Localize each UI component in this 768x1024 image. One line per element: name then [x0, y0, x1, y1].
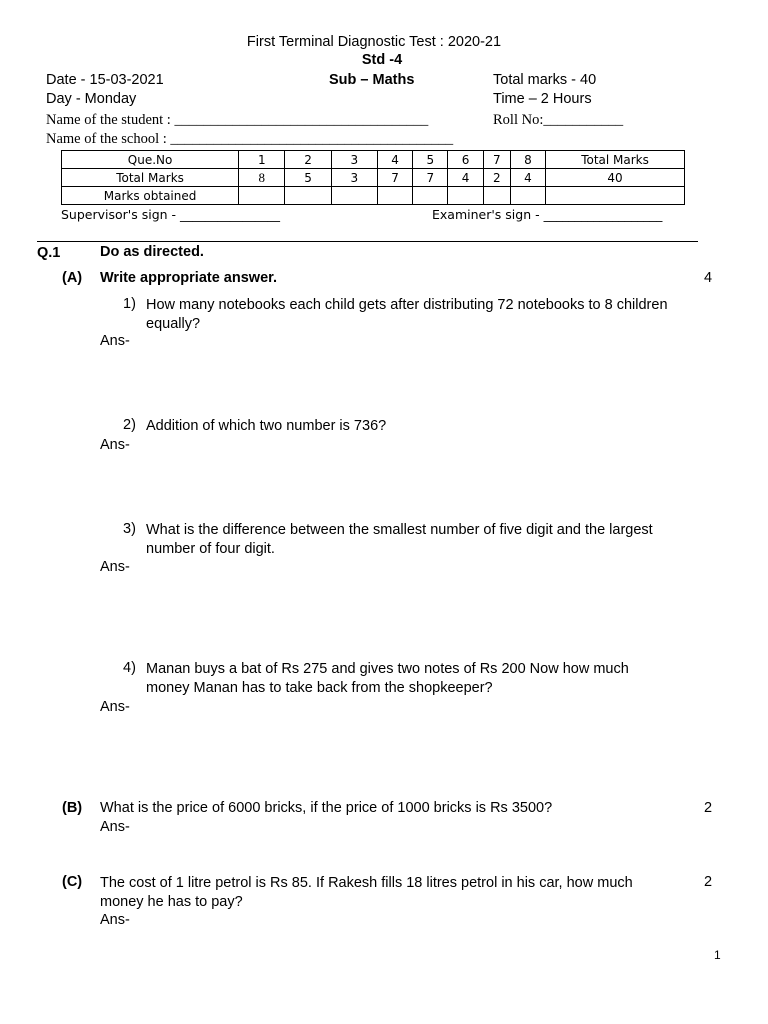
- row-label: Que.No: [62, 151, 239, 169]
- blank-cell: [546, 187, 685, 205]
- part-a-label: (A): [62, 270, 83, 286]
- total-value-cell: 40: [546, 169, 685, 187]
- row-label: Marks obtained: [62, 187, 239, 205]
- question-number-cell: 2: [285, 151, 331, 169]
- blank-cell: [483, 187, 510, 205]
- day-label: Day - Monday: [46, 91, 137, 107]
- question-text: Manan buys a bat of Rs 275 and gives two notes of Rs 200 Now how much money Manan has to take back from the shopkeeper?: [146, 661, 629, 696]
- table-row-question-numbers: [62, 151, 685, 169]
- marks-table: [61, 150, 685, 205]
- roll-no-field: Roll No:___________: [493, 112, 624, 128]
- date-label: Date - 15-03-2021: [46, 72, 164, 88]
- marks-cell: 7: [413, 169, 448, 187]
- test-title: First Terminal Diagnostic Test : 2020-21: [246, 34, 502, 50]
- item-number: 3): [123, 521, 136, 537]
- marks-cell: 2: [483, 169, 510, 187]
- blank-cell: [448, 187, 483, 205]
- part-c-marks: 2: [704, 874, 713, 890]
- marks-cell: 4: [510, 169, 545, 187]
- blank-cell: [413, 187, 448, 205]
- question-text: How many notebooks each child gets after distributing 72 notebooks to 8 children equally?: [146, 297, 668, 332]
- question-number: Q.1: [37, 245, 61, 261]
- page-number: 1: [714, 948, 721, 962]
- answer-label: Ans-: [100, 333, 130, 349]
- question-number-cell: 3: [331, 151, 377, 169]
- table-row-total-marks: [62, 169, 685, 187]
- student-name-field: Name of the student : ___________________________________: [46, 112, 429, 128]
- question-text: Addition of which two number is 736?: [146, 418, 387, 434]
- blank-cell: [239, 187, 285, 205]
- part-c-text: The cost of 1 litre petrol is Rs 85. If Rakesh fills 18 litres petrol in his car, how much money he has to pay?: [100, 875, 633, 910]
- item-number: 2): [123, 417, 136, 433]
- total-marks-label: Total marks - 40: [493, 72, 597, 88]
- part-b-label: (B): [62, 800, 83, 816]
- answer-label: Ans-: [100, 819, 130, 835]
- part-a-instruction: Write appropriate answer.: [100, 270, 278, 286]
- item-number: 4): [123, 660, 136, 676]
- marks-cell: 8: [239, 169, 285, 187]
- question-number-cell: 5: [413, 151, 448, 169]
- question-number-cell: 6: [448, 151, 483, 169]
- question-number-cell: 7: [483, 151, 510, 169]
- question-number-cell: 4: [378, 151, 413, 169]
- standard-label: Std -4: [361, 52, 403, 68]
- answer-label: Ans-: [100, 912, 130, 928]
- question-number-cell: 8: [510, 151, 545, 169]
- question-text: What is the difference between the smallest number of five digit and the largest number of four digit.: [146, 522, 653, 557]
- blank-cell: [510, 187, 545, 205]
- marks-cell: 4: [448, 169, 483, 187]
- blank-cell: [331, 187, 377, 205]
- supervisor-sign: Supervisor's sign - ________________: [61, 207, 281, 222]
- part-c-label: (C): [62, 874, 83, 890]
- subject-label: Sub – Maths: [329, 72, 415, 88]
- marks-cell: 5: [285, 169, 331, 187]
- time-label: Time – 2 Hours: [493, 91, 592, 107]
- marks-cell: 3: [331, 169, 377, 187]
- part-b-marks: 2: [704, 800, 713, 816]
- table-row-marks-obtained: [62, 187, 685, 205]
- blank-cell: [285, 187, 331, 205]
- examiner-sign: Examiner's sign - ___________________: [432, 207, 663, 222]
- item-number: 1): [123, 296, 136, 312]
- part-b-text: What is the price of 6000 bricks, if the price of 1000 bricks is Rs 3500?: [100, 800, 553, 816]
- answer-label: Ans-: [100, 559, 130, 575]
- answer-label: Ans-: [100, 699, 130, 715]
- school-name-field: Name of the school : _______________________________________: [46, 131, 454, 147]
- total-marks-header: Total Marks: [546, 151, 685, 169]
- horizontal-divider: [37, 241, 698, 242]
- marks-cell: 7: [378, 169, 413, 187]
- row-label: Total Marks: [62, 169, 239, 187]
- question-number-cell: 1: [239, 151, 285, 169]
- answer-label: Ans-: [100, 437, 130, 453]
- blank-cell: [378, 187, 413, 205]
- question-instruction: Do as directed.: [100, 244, 204, 260]
- part-a-marks: 4: [704, 270, 713, 286]
